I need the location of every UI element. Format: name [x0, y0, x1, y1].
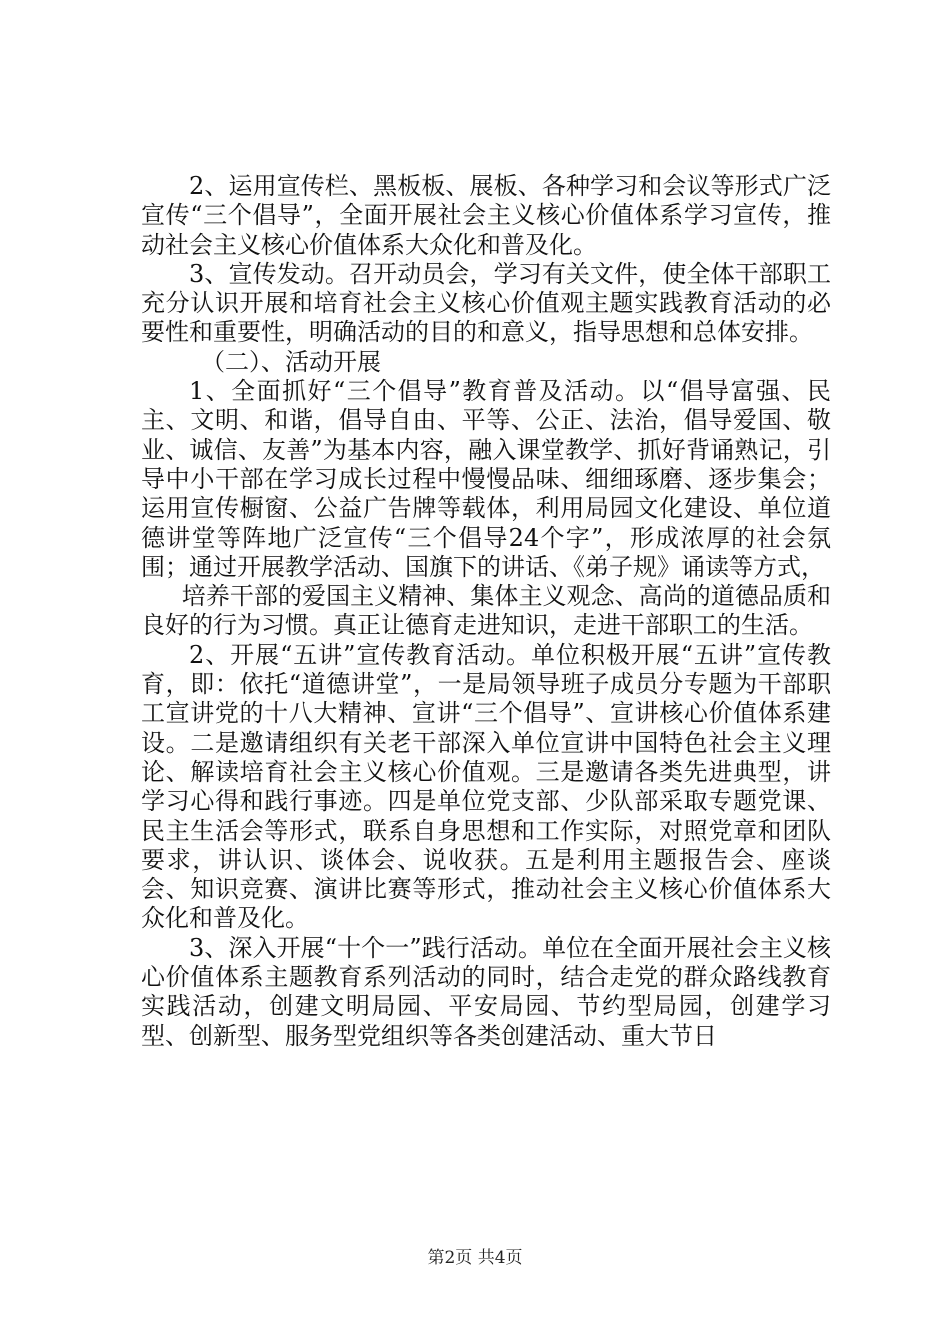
paragraph-mobilization: 3、宣传发动。召开动员会，学习有关文件，使全体干部职工充分认识开展和培育社会主义核心价值观主题实践教育活动的必要性和重要性，明确活动的目的和意义，指导思想和总体安排。: [141, 259, 831, 347]
document-body: [141, 172, 831, 1051]
section-heading-activities: （二）、活动开展: [201, 347, 381, 376]
paragraph-five-lectures: 2、开展“五讲”宣传教育活动。单位积极开展“五讲”宣传教育，即：依托“道德讲堂”，一是局领导班子成员分专题为干部职工宣讲党的十八大精神、宣讲“三个倡导”、宣讲核心价值体系建设。二是邀请组织有关老干部深入单位宣讲中国特色社会主义理论、解读培育社会主义核心价值观。三是邀请各类先进典型，讲学习心得和践行事迹。四是单位党支部、少队部采取专题党课、民主生活会等形式，联系自身思想和工作实际，对照党章和团队要求，讲认识、谈体会、说收获。五是利用主题报告会、座谈会、知识竞赛、演讲比赛等形式，推动社会主义核心价值体系大众化和普及化。: [141, 640, 831, 933]
paragraph-publicity-boards: 2、运用宣传栏、黑板板、展板、各种学习和会议等形式广泛宣传“三个倡导”，全面开展社会主义核心价值体系学习宣传，推动社会主义核心价值体系大众化和普及化。: [141, 172, 831, 259]
page-footer: 第2页 共4页: [427, 1248, 523, 1268]
paragraph-cultivation: 培养干部的爱国主义精神、集体主义观念、高尚的道德品质和良好的行为习惯。真正让德育走进知识，走进干部职工的生活。: [141, 582, 831, 640]
paragraph-three-advocacies: 1、全面抓好“三个倡导”教育普及活动。以“倡导富强、民主、文明、和谐，倡导自由、平等、公正、法治，倡导爱国、敬业、诚信、友善”为基本内容，融入课堂教学、抓好背诵熟记，引导中小干部在学习成长过程中慢慢品味、细细琢磨、逐步集会；运用宣传橱窗、公益广告牌等载体，利用局园文化建设、单位道德讲堂等阵地广泛宣传“三个倡导24个字”，形成浓厚的社会氛围；通过开展教学活动、国旗下的讲话、《弟子规》诵读等方式，: [141, 377, 831, 581]
paragraph-ten-ones: 3、深入开展“十个一”践行活动。单位在全面开展社会主义核心价值体系主题教育系列活动的同时，结合走党的群众路线教育实践活动，创建文明局园、平安局园、节约型局园，创建学习型、创新型、服务型党组织等各类创建活动、重大节日: [141, 933, 831, 1050]
